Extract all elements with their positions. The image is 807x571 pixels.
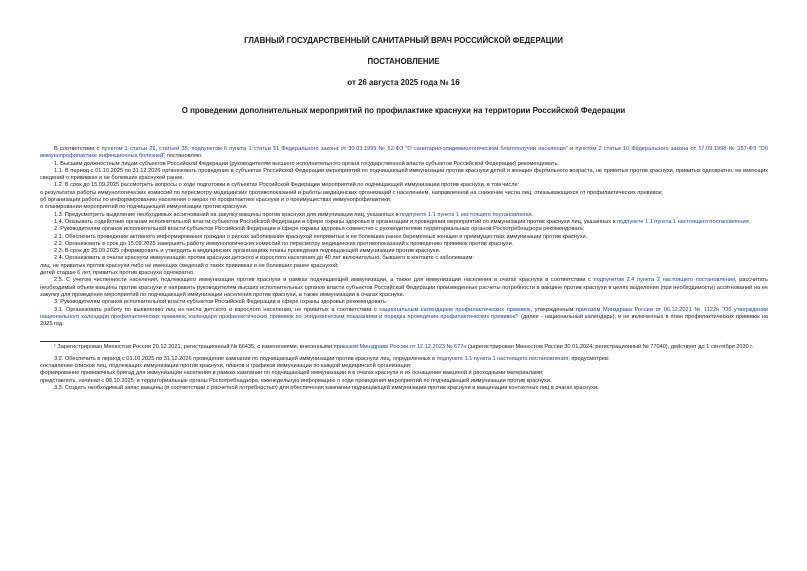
list-item: детей старше 6 лет, привитых против краснухи однократно. — [40, 270, 195, 277]
law-link[interactable]: подпунктом 6 пункта 1 статьи 51 Федерального закона от 30.03.1999 № 52-ФЗ "О санитарно-эпидемиологическом благополучии населения" — [191, 146, 568, 152]
preamble: В соответствии с пунктом 1 статьи 29, статьей 35, подпунктом 6 пункта 1 статьи 51 Федерального закона от 30.03.1999 № 52-ФЗ "О санитарно-эпидемиологическом благополучии населения" и пунктом 2 статьи 10 Федерального закона от 17.09.1998 № 157-ФЗ "Об иммунопрофилактике инфекционных болезней" постановляю: — [40, 146, 769, 160]
paragraph-1: 1. Высшим должностным лицам субъектов Российской Федерации (руководителям высшего исполнительного органа государственной власти субъектов Российской Федерации) рекомендовать: — [54, 160, 559, 167]
internal-link[interactable]: подпункте 1.1 пункта 1 настоящего постановления — [617, 218, 749, 225]
list-item: представлять, начиная с 08.10.2025, в территориальные органы Роспотребнадзора, еженедельную информацию о ходе проведения мероприятий по подчищающей иммунизации против краснухи. — [40, 377, 552, 384]
paragraph-2: 2. Руководителям органов исполнительной власти субъектов Российской Федерации в сфере охраны здоровья совместно с руководителями территориальных органов Роспотребнадзора рекомендовать: — [54, 226, 585, 233]
paragraph-3: 3. Руководителям органов исполнительной власти субъектов Российской Федерации в сфере охраны здоровья рекомендовать: — [54, 299, 388, 306]
internal-link[interactable]: подпунктом 2.4 пункта 2 настоящего постановления — [593, 277, 735, 284]
paragraph-2-3: 2.3. В срок до 25.09.2025 сформировать и утвердить в медицинских организациях планы проведения подчищающей иммунизации против краснухи. — [54, 248, 441, 255]
paragraph-3-3: 3.3. Создать необходимый запас вакцины (в соответствии с расчетной потребностью) для обеспечения кампании подчищающей иммунизации против краснухи и вакцинации контактных лиц в очагах краснухи. — [54, 384, 599, 391]
law-link[interactable]: пунктом 1 статьи 29 — [101, 146, 156, 152]
law-link[interactable]: пунктом 2 статьи 10 Федерального закона от 17.09.1998 № 157-ФЗ "Об иммунопрофилактике инфекционных болезней" — [40, 146, 769, 160]
paragraph-3-1: 3.1. Организовать работу по выявлению лиц из числа детского и взрослого населения, не привитых в соответствии с национальным календарем профилактических прививок, утвержденным приказом Минздрава России от 06.12.2021 № 1122н "Об утверждении национального календаря профилактических прививок, календаря профилактических прививок по эпидемическим показаниям и порядка проведения профилактических прививок"¹ (далее - национальный календарь), и не включенных в план профилактических прививок на 2025 год. — [40, 306, 769, 328]
footnote-link[interactable]: приказом Минздрава России от 12.12.2023 № 677н — [333, 344, 467, 351]
law-link[interactable]: статьей 35 — [159, 146, 188, 152]
document-body — [40, 146, 768, 392]
document-type: ПОСТАНОВЛЕНИЕ — [367, 57, 440, 66]
paragraph-2-4: 2.4. Организовать в очагах краснухи иммунизацию против краснухи детского и взрослого населения до 40 лет включительно, бывшего в контакте с заболевшим: — [54, 255, 474, 262]
paragraph-2-1: 2.1. Обеспечить проведение активного информирования граждан о рисках заболевания краснухой непривитых и не болевших ранее беременных женщин и преимуществах иммунизации против краснухи. — [54, 233, 588, 240]
footnote-divider — [40, 341, 120, 342]
document-date-number: от 26 августа 2025 года № 16 — [347, 78, 460, 87]
list-item: лиц, не привитых против краснухи либо не имеющих сведений о таких прививках и не болевших ранее краснухой; — [40, 262, 339, 269]
order-link[interactable]: приказом Минздрава России от 06.12.2021 № 1122н "Об утверждении национального календаря профилактических прививок, календаря профилактических прививок по эпидемическим показаниям и порядка проведения профилактических прививок" — [40, 306, 769, 320]
paragraph-2-2: 2.2. Организовать в срок до 15.09.2025 завершить работу иммунологических комиссий по пересмотру медицинских противопоказаний к проведению прививок против краснухи. — [54, 240, 514, 247]
paragraph-1-3: 1.3. Предусмотреть выделение необходимых ассигнований на закупку вакцины против краснухи для иммунизации лиц, указанных в подпункте 1.1 пункта 1 настоящего постановления. — [54, 211, 534, 218]
list-item: о планировании мероприятий по подчищающей иммунизации против краснухи. — [40, 204, 248, 211]
paragraph-1-4: 1.4. Оказывать содействие органам исполнительной власти субъектов Российской Федерации в сфере охраны здоровья в организации и проведении мероприятий по иммунизации против краснухи лиц, указанных в подпункте 1.1 пункта 1 настоящего постановления. — [54, 218, 751, 225]
footnote: ¹ Зарегистрирован Минюстом России 20.12.2021, регистрационный № 66435, с изменениями, внесенными приказом Минздрава России от 12.12.2023 № 677н (зарегистрирован Минюстом России 30.01.2024, регистрационный № 77040), действует до 1 сентября 2030 г. — [54, 344, 754, 351]
list-item: об организации работы по информированию населения о мерах по профилактике краснухи и о преимуществах иммунопрофилактики; — [40, 197, 392, 204]
calendar-link[interactable]: национальным календарем профилактических прививок — [379, 306, 531, 313]
list-item: формирование прививочных бригад для иммунизации населения в рамках кампании по подчищающей иммунизации и в очагах краснухи и их оснащение вакциной и расходными материалами; — [40, 370, 544, 377]
issuing-authority: ГЛАВНЫЙ ГОСУДАРСТВЕННЫЙ САНИТАРНЫЙ ВРАЧ РОССИЙСКОЙ ФЕДЕРАЦИИ — [244, 36, 563, 45]
document-title: О проведении дополнительных мероприятий по профилактике краснухи на территории Российской Федерации — [181, 106, 626, 115]
paragraph-1-2: 1.2. В срок до 15.09.2025 рассмотреть вопросы о ходе подготовки в субъектах Российской Федерации мероприятий по подчищающей иммунизации против краснухи, в том числе: — [54, 182, 520, 189]
list-item: составление списков лиц, подлежащих иммунизации против краснухи, планов и графиков иммунизации по каждой медицинской организации; — [40, 363, 412, 370]
paragraph-2-5: 2.5. С учетом численности населения, подлежащего иммунизации против краснухи в рамках подчищающей иммунизации, а также для иммунизации населения в очагах краснухи в соответствии с подпунктом 2.4 пункта 2 настоящего постановления, рассчитать необходимый объем вакцины против краснухи и направить руководителям высших исполнительных органов власти субъектов Российской Федерации произведенные расчеты потребности в вакцине против краснухи в целях выделения (при необходимости) ассигнований на ее закупку для проведения мероприятий по подчищающей иммунизации населения против краснухи, а также иммунизации в очагах краснухи. — [40, 277, 768, 298]
paragraph-1-1: 1.1. В период с 01.10.2025 по 31.12.2026 организовать проведение в субъектах Российской Федерации мероприятий по подчищающей иммунизации против краснухи детей и женщин фертильного возраста, не привитых против краснухи, привитых однократно, не имеющих сведений о прививках и не болевших краснухой ранее. — [40, 167, 768, 182]
internal-link[interactable]: подпункте 1.1 пункта 1 настоящего постановления — [436, 355, 569, 362]
internal-link[interactable]: подпункте 1.1 пункта 1 настоящего постановления — [400, 211, 532, 218]
list-item: о результатах работы иммунологических комиссий по пересмотру медицинских противопоказаний и работы медицинских организаций с населением, направленной на снижение числа лиц, отказывающихся от профилактических прививок; — [40, 189, 663, 196]
paragraph-3-2: 3.2. Обеспечить в период с 01.10.2025 по 31.12.2026 проведение кампании по подчищающей иммунизации против краснухи лиц, определенных в подпункте 1.1 пункта 1 настоящего постановления, предусмотрев: — [54, 355, 610, 362]
